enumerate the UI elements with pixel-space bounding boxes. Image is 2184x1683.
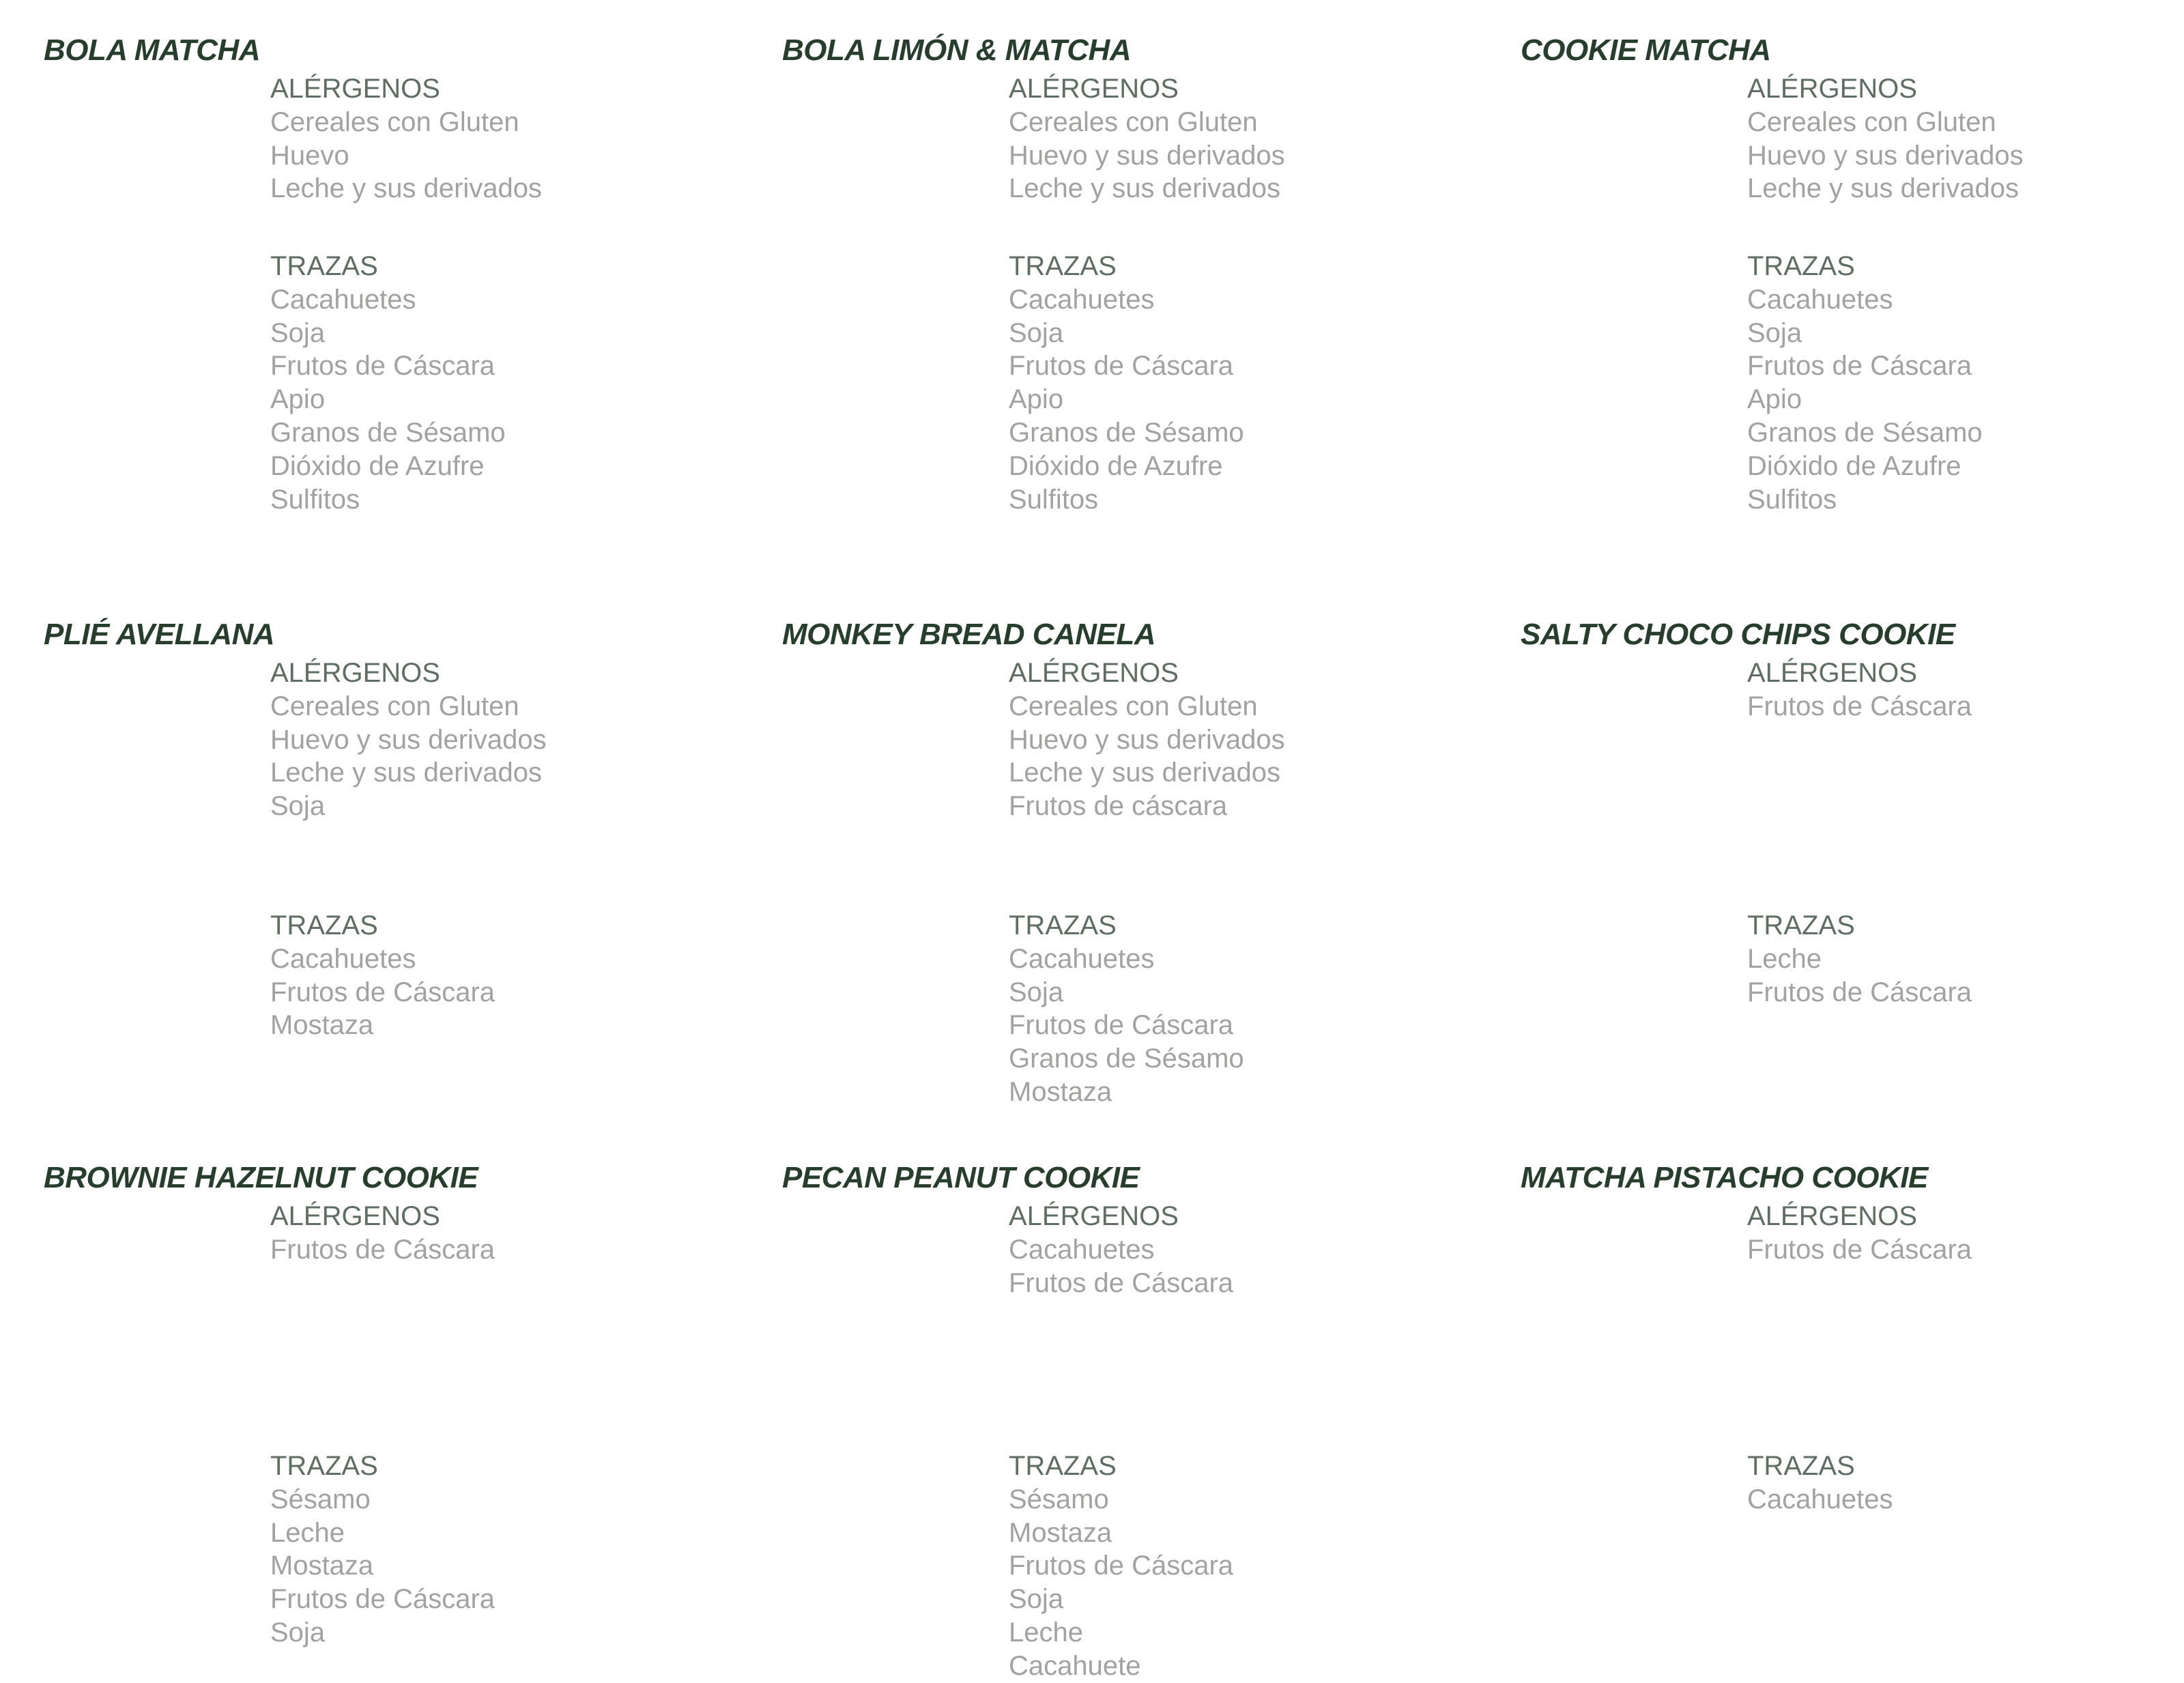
allergen-item: Frutos de Cáscara <box>1747 691 1972 721</box>
product-title: BOLA MATCHA <box>44 33 261 67</box>
trace-item: Frutos de Cáscara <box>1009 1551 1234 1581</box>
trace-item: Sulfitos <box>1747 484 1837 515</box>
allergen-item: Cereales con Gluten <box>270 691 519 721</box>
allergens-section <box>270 1200 721 1267</box>
allergen-item: Frutos de Cáscara <box>1009 1267 1234 1298</box>
allergen-item: Cacahuetes <box>1009 1234 1155 1265</box>
product-title: BROWNIE HAZELNUT COOKIE <box>44 1161 478 1194</box>
allergens-heading: ALÉRGENOS <box>270 658 440 688</box>
traces-section <box>1747 909 2184 1009</box>
traces-section <box>270 250 721 516</box>
traces-heading: TRAZAS <box>1009 910 1117 940</box>
traces-list <box>1747 1483 2184 1516</box>
trace-item: Soja <box>1009 317 1064 348</box>
allergens-heading: ALÉRGENOS <box>1009 658 1179 688</box>
product-title: MONKEY BREAD CANELA <box>782 618 1156 651</box>
traces-heading: TRAZAS <box>1747 1451 1855 1481</box>
traces-section <box>1009 250 1459 516</box>
allergen-item: Huevo y sus derivados <box>1009 140 1285 171</box>
traces-heading: TRAZAS <box>270 1451 378 1481</box>
trace-item: Frutos de Cáscara <box>270 1584 495 1615</box>
trace-item: Frutos de Cáscara <box>1747 351 1972 382</box>
allergens-list <box>1009 106 1459 205</box>
allergen-item: Leche y sus derivados <box>1009 173 1281 204</box>
traces-list <box>1747 943 2184 1009</box>
traces-section <box>1009 909 1459 1109</box>
trace-item: Mostaza <box>270 1551 374 1581</box>
allergen-item: Huevo y sus derivados <box>1747 140 2024 171</box>
allergen-item: Leche y sus derivados <box>270 173 543 204</box>
trace-item: Soja <box>1009 1584 1064 1615</box>
product-title: MATCHA PISTACHO COOKIE <box>1521 1161 1928 1194</box>
allergens-list <box>1009 690 1459 823</box>
traces-section <box>1747 1450 2184 1516</box>
traces-list <box>1747 283 2184 517</box>
trace-item: Soja <box>270 1617 326 1648</box>
allergens-section <box>1009 72 1459 205</box>
traces-heading: TRAZAS <box>270 910 378 940</box>
allergens-list <box>1009 1233 1459 1300</box>
traces-list <box>270 943 721 1042</box>
traces-section <box>1009 1450 1459 1683</box>
trace-item: Frutos de Cáscara <box>270 977 495 1007</box>
trace-item: Granos de Sésamo <box>1747 417 1983 448</box>
allergens-list <box>270 106 721 205</box>
traces-section <box>270 909 721 1042</box>
allergens-section <box>1009 657 1459 823</box>
traces-section <box>270 1450 721 1650</box>
trace-item: Frutos de Cáscara <box>1009 1010 1234 1041</box>
trace-item: Cacahuetes <box>270 943 416 974</box>
allergens-heading: ALÉRGENOS <box>1747 74 1917 104</box>
trace-item: Sulfitos <box>270 484 360 515</box>
allergens-list <box>1747 690 2184 723</box>
allergens-heading: ALÉRGENOS <box>1747 658 1917 688</box>
allergen-item: Huevo y sus derivados <box>1009 724 1285 755</box>
allergen-item: Leche y sus derivados <box>270 758 543 788</box>
product-title: COOKIE MATCHA <box>1521 33 1771 67</box>
traces-list <box>1009 283 1459 517</box>
allergen-item: Frutos de Cáscara <box>1747 1234 1972 1265</box>
trace-item: Frutos de Cáscara <box>270 351 495 382</box>
product-title: BOLA LIMÓN & MATCHA <box>782 33 1132 67</box>
traces-heading: TRAZAS <box>270 251 378 281</box>
trace-item: Soja <box>1747 317 1802 348</box>
allergen-item: Cereales con Gluten <box>1009 106 1258 137</box>
allergen-item: Leche y sus derivados <box>1747 173 2020 204</box>
allergen-item: Huevo y sus derivados <box>270 724 547 755</box>
trace-item: Dióxido de Azufre <box>1747 450 1962 481</box>
traces-list <box>270 1483 721 1650</box>
allergen-item: Frutos de Cáscara <box>270 1234 495 1265</box>
allergens-heading: ALÉRGENOS <box>270 74 440 104</box>
trace-item: Leche <box>1747 943 1822 974</box>
allergens-section <box>1747 72 2184 205</box>
trace-item: Cacahuetes <box>1009 943 1155 974</box>
allergen-item: Frutos de cáscara <box>1009 791 1228 822</box>
trace-item: Leche <box>1009 1617 1083 1648</box>
trace-item: Soja <box>1009 977 1064 1007</box>
trace-item: Sésamo <box>1009 1484 1109 1514</box>
allergens-heading: ALÉRGENOS <box>1009 74 1179 104</box>
allergen-item: Soja <box>270 791 326 822</box>
trace-item: Frutos de Cáscara <box>1747 977 1972 1007</box>
trace-item: Leche <box>270 1517 345 1548</box>
trace-item: Dióxido de Azufre <box>1009 450 1223 481</box>
trace-item: Apio <box>270 384 326 415</box>
traces-section <box>1747 250 2184 516</box>
trace-item: Granos de Sésamo <box>1009 1044 1244 1074</box>
trace-item: Frutos de Cáscara <box>1009 351 1234 382</box>
allergens-section <box>270 72 721 205</box>
traces-heading: TRAZAS <box>1747 910 1855 940</box>
allergens-heading: ALÉRGENOS <box>270 1201 440 1231</box>
allergen-item: Cereales con Gluten <box>270 106 519 137</box>
allergens-list <box>1747 1233 2184 1267</box>
allergens-section <box>270 657 721 823</box>
allergens-section <box>1009 1200 1459 1299</box>
trace-item: Granos de Sésamo <box>270 417 506 448</box>
traces-list <box>270 283 721 517</box>
allergens-heading: ALÉRGENOS <box>1009 1201 1179 1231</box>
allergens-list <box>270 1233 721 1267</box>
trace-item: Apio <box>1747 384 1802 415</box>
trace-item: Cacahuetes <box>1009 284 1155 315</box>
trace-item: Cacahuetes <box>1747 284 1893 315</box>
allergen-item: Leche y sus derivados <box>1009 758 1281 788</box>
allergen-item: Cereales con Gluten <box>1009 691 1258 721</box>
allergens-list <box>1747 106 2184 205</box>
allergens-section <box>1747 657 2184 723</box>
allergens-list <box>270 690 721 823</box>
trace-item: Cacahuetes <box>270 284 416 315</box>
trace-item: Sésamo <box>270 1484 371 1514</box>
trace-item: Sulfitos <box>1009 484 1099 515</box>
traces-heading: TRAZAS <box>1009 1451 1117 1481</box>
traces-list <box>1009 1483 1459 1683</box>
allergens-section <box>1747 1200 2184 1267</box>
trace-item: Apio <box>1009 384 1064 415</box>
trace-item: Mostaza <box>270 1010 374 1041</box>
trace-item: Cacahuetes <box>1747 1484 1893 1514</box>
trace-item: Dióxido de Azufre <box>270 450 485 481</box>
trace-item: Cacahuete <box>1009 1650 1141 1681</box>
allergens-heading: ALÉRGENOS <box>1747 1201 1917 1231</box>
allergen-item: Huevo <box>270 140 349 171</box>
product-title: PLIÉ AVELLANA <box>44 618 275 651</box>
trace-item: Mostaza <box>1009 1517 1112 1548</box>
traces-list <box>1009 943 1459 1109</box>
allergen-item: Cereales con Gluten <box>1747 106 1996 137</box>
product-title: PECAN PEANUT COOKIE <box>782 1161 1140 1194</box>
traces-heading: TRAZAS <box>1009 251 1117 281</box>
product-title: SALTY CHOCO CHIPS COOKIE <box>1521 618 1955 651</box>
traces-heading: TRAZAS <box>1747 251 1855 281</box>
trace-item: Mostaza <box>1009 1076 1112 1107</box>
trace-item: Granos de Sésamo <box>1009 417 1244 448</box>
trace-item: Soja <box>270 317 326 348</box>
